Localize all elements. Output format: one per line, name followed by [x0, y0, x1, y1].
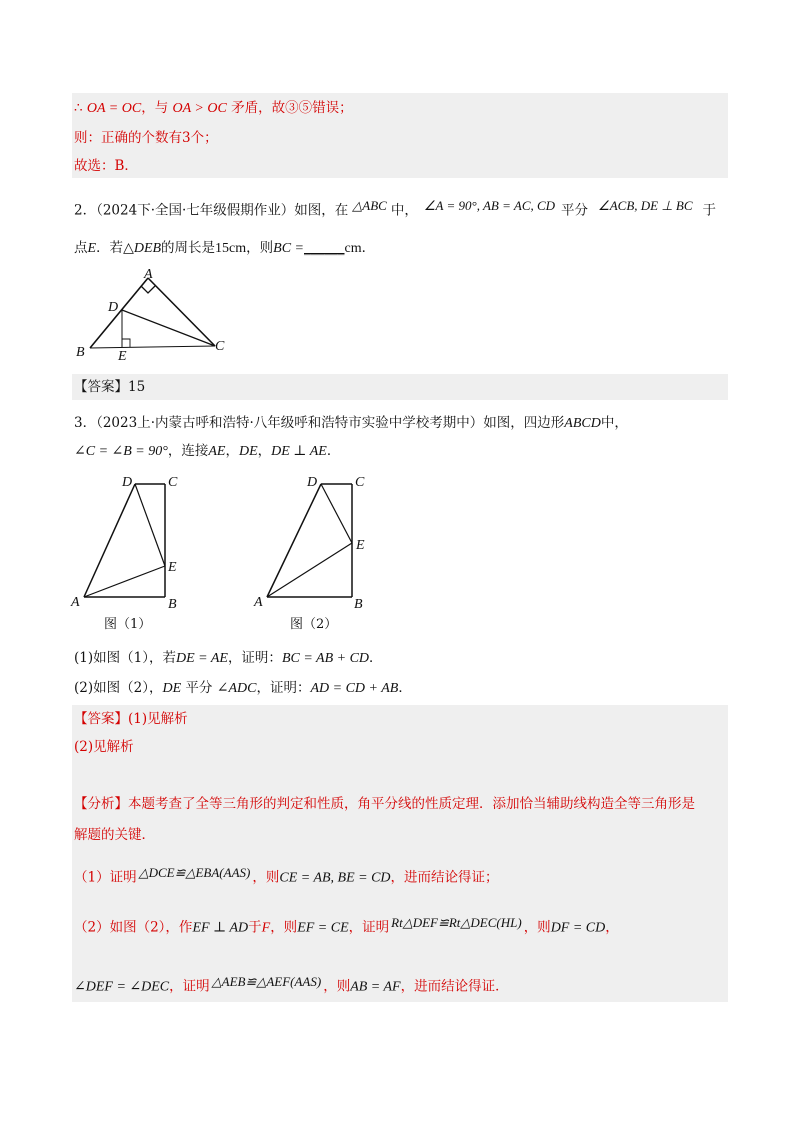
q2-triangle-stack [352, 196, 387, 226]
q3-analysis-text1: 本题考查了全等三角形的判定和性质，角平分线的性质定理．添加恰当辅助线构造全等三角形是 [128, 796, 695, 812]
q3-part2-end: ． [398, 680, 412, 696]
fig1-label-b: B [168, 597, 177, 612]
q2-bisect: 平分 [561, 202, 589, 219]
q2-answer-tag: 【答案】 [74, 379, 128, 395]
label-b: B [76, 345, 85, 360]
q3-part2-prefix: (2)如图（2）， [74, 680, 163, 696]
q3-line1 [74, 413, 628, 434]
q3-step2-c: ，则 [270, 919, 298, 936]
q2-line1 [74, 196, 716, 226]
q3-answer-line1 [74, 709, 188, 729]
right-angle-a [141, 286, 155, 293]
q2-condition2-stack [598, 196, 692, 226]
q3-answer-line2: (2)见解析 [74, 739, 134, 755]
segment-dc [122, 310, 215, 346]
q3-part1-prefix: (1)如图（1），若 [74, 650, 176, 666]
q2-triangle-deb: △DEB [123, 241, 162, 256]
fig2-label-e: E [356, 538, 365, 553]
q2-condition-stack [424, 196, 555, 226]
prev-text-mid: ，与 [141, 100, 173, 116]
prev-math-1: OA = OC [86, 101, 142, 116]
q3-part1-goal: BC = AB + CD [281, 651, 370, 666]
q3-condition: ∠C = ∠B = 90° [74, 444, 168, 459]
fig2-label-d: D [307, 475, 318, 490]
q3-step2-b: 于 [248, 919, 262, 936]
q2-answer-pane [72, 374, 728, 400]
side-bc [90, 346, 215, 348]
q3-step3-b: ，则 [323, 978, 351, 995]
side-ba [90, 278, 148, 348]
q3-step1-cong: △DCE≌△EBA(AAS) [138, 865, 251, 880]
label-c: C [215, 339, 225, 354]
q3-step2-cong: Rt△DEF≌Rt△DEC(HL) [391, 915, 522, 930]
q3-analysis-line2: 解题的关键． [74, 827, 155, 843]
q3-part1-math: DE = AE [175, 651, 228, 666]
side-ac [148, 278, 215, 346]
q3-de: DE [238, 444, 258, 459]
q3-step2-m2: EF = CE [297, 920, 349, 936]
q2-condition2: ∠ACB, DE ⊥ BC [598, 198, 693, 213]
q3-answer1: (1)见解析 [128, 711, 188, 727]
q3-part1-mid: ，证明： [227, 650, 282, 666]
q3-line2 [74, 441, 340, 462]
q2-bc-eq: BC = [273, 241, 304, 256]
segment-de [321, 484, 352, 543]
q3-step2-f-sep: ， [605, 919, 619, 936]
label-a: A [144, 267, 153, 282]
q2-answer-blank[interactable]: ______ [304, 240, 345, 256]
prev-answer-line1 [74, 98, 353, 119]
q3-quad: ABCD [564, 416, 601, 431]
fig2-caption: 图（2） [290, 617, 338, 632]
q3-part2-de: DE [162, 681, 182, 696]
q2-condition: ∠A = 90°, AB = AC, CD [423, 198, 556, 213]
q3-step1-c: ，进而结论得证； [390, 869, 499, 886]
q3-part2-goal: AD = CD + AB [310, 681, 399, 696]
q2-answer-value: 15 [128, 379, 146, 395]
q3-perp: DE ⊥ AE [271, 444, 327, 459]
fig2-label-b: B [354, 597, 363, 612]
q3-step2 [74, 913, 619, 943]
q2-point-word: 点 [74, 240, 88, 256]
q3-step3-cong: △AEB≌△AEF(AAS) [211, 974, 322, 989]
q3-analysis-tag: 【分析】 [74, 796, 128, 812]
fig1-caption: 图（1） [104, 617, 152, 632]
therefore-symbol: ∴ [74, 100, 87, 116]
q2-point-e: E [87, 241, 97, 256]
q3-step2-a: （2）如图（2），作 [74, 919, 193, 936]
q3-source: （2023上·内蒙古呼和浩特·八年级呼和浩特市实验中学校考期中）如图，四边形 [96, 415, 565, 431]
q3-step3 [74, 972, 509, 1002]
q3-part1 [74, 648, 383, 669]
q3-after-quad: 中， [600, 415, 628, 431]
q2-length: 15cm [215, 241, 247, 256]
fig1-label-c: C [168, 475, 178, 490]
q3-sep2: ， [257, 443, 272, 459]
q3-step3-stack [212, 972, 322, 1002]
q3-step2-m1: EF ⊥ AD [192, 920, 249, 936]
q3-number: 3． [74, 415, 97, 431]
q3-figure-2 [248, 470, 388, 640]
q2-end: ． [361, 240, 376, 256]
fig1-label-a: A [71, 595, 80, 610]
q3-analysis-line1 [74, 794, 695, 814]
q3-ae: AE [208, 444, 226, 459]
q2-yu: 于 [702, 202, 717, 219]
q3-connect: ，连接 [167, 443, 209, 459]
prev-text-suffix: 矛盾，故③⑤错误； [226, 100, 353, 116]
q3-step3-a: ，证明 [169, 978, 210, 995]
q3-step2-stack [391, 913, 522, 943]
q3-step3-c: ，进而结论得证． [400, 978, 509, 995]
q2-unit: cm [344, 241, 362, 256]
q3-sep: ， [225, 443, 239, 459]
q3-part2-mid: ，证明： [256, 680, 311, 696]
q3-part2-angle: ∠ADC [216, 681, 257, 696]
q3-step2-m3: DF = CD [550, 920, 606, 936]
q3-step1-b: ，则 [252, 869, 280, 886]
fig2-label-c: C [355, 475, 365, 490]
q3-figure-1 [66, 470, 206, 640]
prev-math-2: OA > OC [172, 101, 227, 116]
q3-part1-end: ． [369, 650, 383, 666]
q2-then: ，则 [246, 240, 274, 256]
fig1-label-d: D [122, 475, 133, 490]
q2-perimeter-word: 的周长是 [161, 240, 216, 256]
q3-answer-tag: 【答案】 [74, 711, 128, 727]
right-angle-e [122, 339, 130, 347]
q2-after-triangle: 中， [390, 202, 418, 219]
q2-line2 [74, 238, 375, 259]
q3-part2-bisect: 平分 [181, 680, 217, 696]
q3-step2-f: F [261, 920, 271, 936]
q3-answer-pane [72, 705, 728, 1002]
q2-source: （2024下·全国·七年级假期作业）如图，在 [96, 202, 349, 219]
q2-triangle: △ABC [352, 198, 387, 213]
fig1-label-e: E [168, 560, 177, 575]
q3-step1-a: （1）证明 [74, 869, 137, 886]
q3-step3-m1: ∠DEF = ∠DEC [74, 979, 170, 995]
q3-step3-m2: AB = AF [350, 979, 401, 995]
q2-if: ．若 [96, 240, 124, 256]
q3-part2 [74, 678, 412, 699]
q2-triangle-figure [70, 265, 240, 365]
q3-end: ． [326, 443, 341, 459]
prev-answer-line3: 故选：B． [74, 158, 138, 174]
q3-step1 [74, 863, 499, 893]
q3-step1-m1: CE = AB, BE = CD [279, 870, 391, 886]
fig2-label-a: A [254, 595, 263, 610]
segment-de [135, 484, 165, 566]
q3-step1-stack [139, 863, 251, 893]
label-d: D [108, 300, 119, 315]
label-e: E [118, 349, 127, 364]
q3-step2-e: ，则 [523, 919, 551, 936]
q2-answer-line [74, 377, 145, 397]
q3-step2-d: ，证明 [348, 919, 390, 936]
prev-answer-line2: 则：正确的个数有3个； [74, 130, 218, 146]
q2-number: 2． [74, 202, 97, 219]
